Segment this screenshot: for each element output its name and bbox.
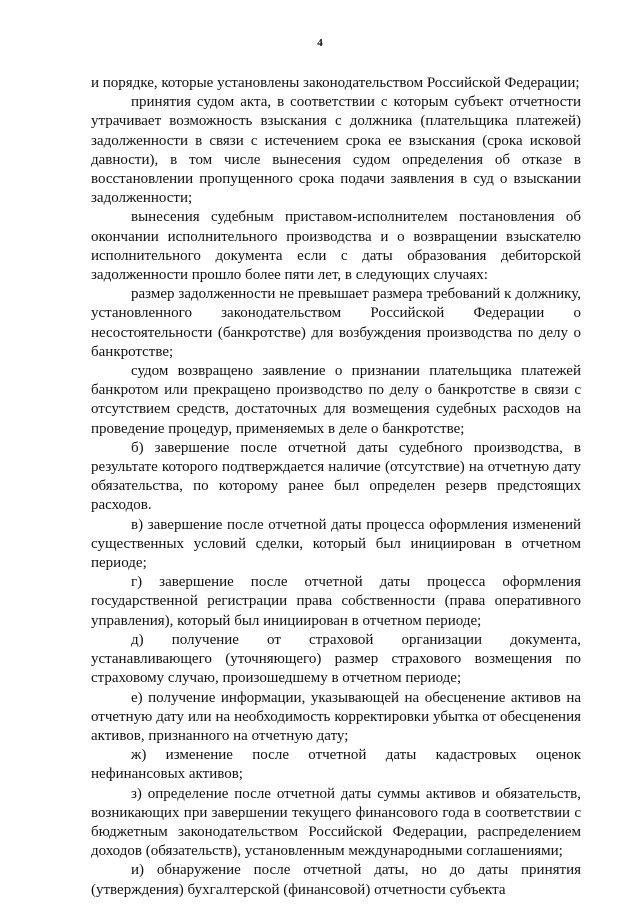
body-text [91, 74, 581, 900]
paragraph: размер задолженности не превышает размера требований к должнику, установленного законодательством Российской Федерации о несостоятельности (банкротстве) для возбуждения производства по делу о банкротстве; [91, 286, 581, 360]
paragraph: ж) изменение после отчетной даты кадастровых оценок нефинансовых активов; [91, 747, 581, 783]
paragraph: судом возвращено заявление о признании плательщика платежей банкротом или прекращено производство по делу о банкротстве в связи с отсутствием средств, достаточных для возмещения судебных расходов на проведение процедур, применяемых в деле о банкротстве; [91, 363, 581, 437]
paragraph: вынесения судебным приставом-исполнителем постановления об окончании исполнительного производства и о возвращении взыскателю исполнительного документа если с даты образования дебиторской задолженности прошло более пяти лет, в следующих случаях: [91, 209, 581, 284]
page-number: 4 [317, 37, 323, 49]
paragraph: и) обнаружение после отчетной даты, но до даты принятия (утверждения) бухгалтерской (финансовой) отчетности субъекта [91, 862, 581, 898]
paragraph: и порядке, которые установлены законодательством Российской Федерации; [91, 75, 580, 91]
paragraph: г) завершение после отчетной даты процесса оформления государственной регистрации права собственности (права оперативного управления), который был инициирован в отчетном периоде; [91, 574, 581, 629]
paragraph: е) получение информации, указывающей на обесценение активов на отчетную дату или на необходимость корректировки убытка от обесценения активов, признанного на отчетную дату; [91, 689, 581, 744]
paragraph: д) получение от страховой организации документа, устанавливающего (уточняющего) размер страхового возмещения по страховому случаю, произошедшему в отчетном периоде; [91, 631, 581, 687]
paragraph: б) завершение после отчетной даты судебного производства, в результате которого подтверждается наличие (отсутствие) на отчетную дату обязательства, по которому ранее был определен резерв предстоящих расходов. [91, 439, 581, 514]
paragraph: принятия судом акта, в соответствии с которым субъект отчетности утрачивает возможность взыскания с должника (плательщика платежей) задолженности в связи с истечением срока ее взыскания (срока исковой давности), в том числе вынесения судом определения об отказе в восстановлении пропущенного срока подачи заявления в суд о взыскании задолженности; [91, 94, 581, 207]
paragraph: з) определение после отчетной даты суммы активов и обязательств, возникающих при завершении текущего финансового года в соответствии с бюджетным законодательством Российской Федерации, распределением доходов (обязательств), установленным международными соглашениями; [91, 785, 581, 860]
paragraph: в) завершение после отчетной даты процесса оформления изменений существенных условий сделки, который был инициирован в отчетном периоде; [91, 516, 581, 572]
